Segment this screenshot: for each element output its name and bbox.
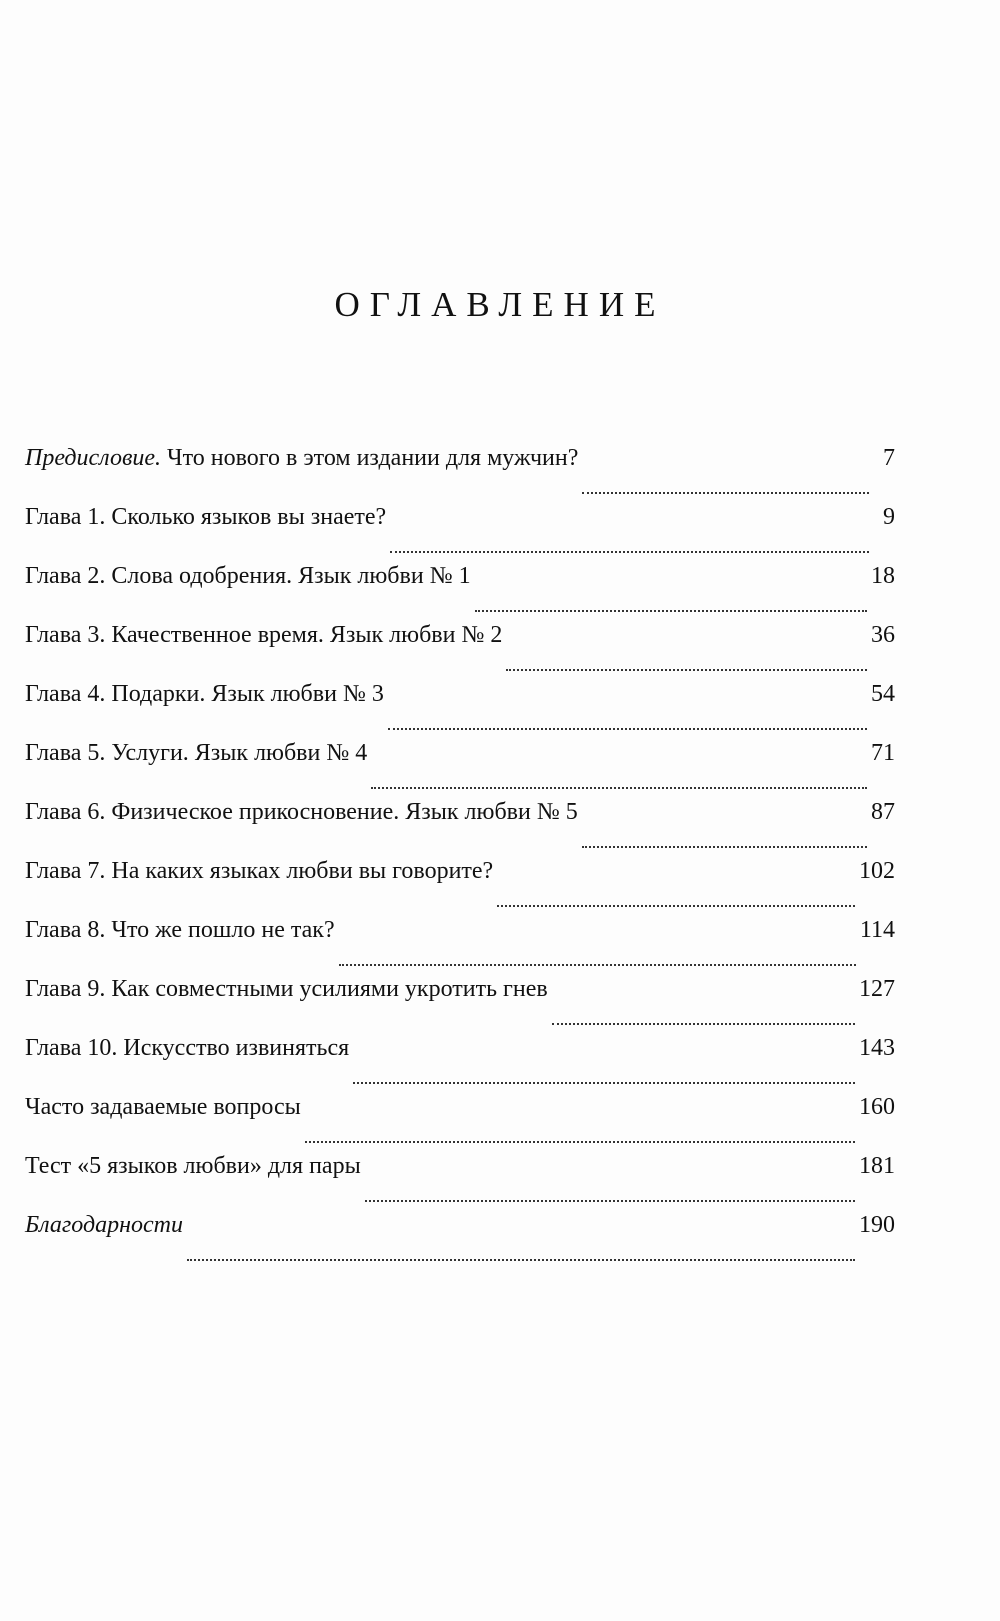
dot-leader bbox=[305, 1140, 855, 1143]
toc-entry bbox=[25, 503, 895, 562]
dot-leader bbox=[353, 1081, 855, 1084]
toc-entry bbox=[25, 1152, 895, 1211]
dot-leader bbox=[475, 609, 867, 612]
toc-page-number: 127 bbox=[859, 976, 895, 1002]
toc-page-number: 87 bbox=[871, 799, 895, 825]
toc-entry-title: Глава 5. Услуги. Язык любви № 4 bbox=[25, 740, 368, 766]
toc-entry-title: Глава 1. Сколько языков вы знаете? bbox=[25, 504, 387, 530]
toc-entry-prefix: Предисловие. bbox=[25, 445, 162, 471]
toc-page-number: 143 bbox=[859, 1035, 895, 1061]
toc-entry bbox=[25, 798, 895, 857]
toc-entry-title: Глава 6. Физическое прикосновение. Язык любви № 5 bbox=[25, 799, 578, 825]
toc-entry bbox=[25, 975, 895, 1034]
toc-page-number: 102 bbox=[859, 858, 895, 884]
toc-entry bbox=[25, 562, 895, 621]
toc-entry-title: Глава 8. Что же пошло не так? bbox=[25, 917, 335, 943]
toc-entry-title: Тест «5 языков любви» для пары bbox=[25, 1153, 361, 1179]
dot-leader bbox=[187, 1258, 855, 1261]
dot-leader bbox=[371, 786, 867, 789]
page-title: ОГЛАВЛЕНИЕ bbox=[334, 285, 666, 325]
dot-leader bbox=[552, 1022, 855, 1025]
dot-leader bbox=[506, 668, 867, 671]
toc-page-number: 18 bbox=[871, 563, 895, 589]
toc-entry-title: Глава 4. Подарки. Язык любви № 3 bbox=[25, 681, 384, 707]
dot-leader bbox=[582, 845, 867, 848]
toc-entry-title: Глава 2. Слова одобрения. Язык любви № 1 bbox=[25, 563, 471, 589]
dot-leader bbox=[582, 491, 869, 494]
toc-entry bbox=[25, 857, 895, 916]
toc-entry bbox=[25, 621, 895, 680]
toc-entry bbox=[25, 916, 895, 975]
toc-page-number: 190 bbox=[859, 1212, 895, 1238]
toc-entry-text: Что нового в этом издании для мужчин? bbox=[161, 445, 579, 471]
toc-entry-title bbox=[25, 444, 578, 472]
dot-leader bbox=[497, 904, 855, 907]
toc-page-number: 114 bbox=[859, 917, 895, 943]
toc-entry-title: Благодарности bbox=[25, 1212, 183, 1238]
toc-entry bbox=[25, 444, 895, 503]
dot-leader bbox=[388, 727, 867, 730]
toc-entry bbox=[25, 1034, 895, 1093]
toc-entry bbox=[25, 1211, 895, 1270]
toc-entry bbox=[25, 680, 895, 739]
dot-leader bbox=[365, 1199, 855, 1202]
toc-entry-title: Глава 9. Как совместными усилиями укротить гнев bbox=[25, 976, 548, 1002]
toc-entry bbox=[25, 1093, 895, 1152]
toc-entry-title: Глава 3. Качественное время. Язык любви № 2 bbox=[25, 622, 503, 648]
toc-entry bbox=[25, 739, 895, 798]
toc-page-number: 7 bbox=[883, 445, 895, 471]
toc-entry-title: Глава 10. Искусство извиняться bbox=[25, 1035, 350, 1061]
toc-page-number: 36 bbox=[871, 622, 895, 648]
toc-page-number: 160 bbox=[859, 1094, 895, 1120]
toc-page-number: 181 bbox=[859, 1153, 895, 1179]
toc-page-number: 71 bbox=[871, 740, 895, 766]
toc-page-number: 9 bbox=[883, 504, 895, 530]
dot-leader bbox=[339, 963, 856, 966]
toc-page-number: 54 bbox=[871, 681, 895, 707]
table-of-contents bbox=[25, 444, 895, 1270]
toc-entry-title: Глава 7. На каких языках любви вы говорите? bbox=[25, 858, 494, 884]
dot-leader bbox=[390, 550, 869, 553]
toc-entry-title: Часто задаваемые вопросы bbox=[25, 1094, 301, 1120]
